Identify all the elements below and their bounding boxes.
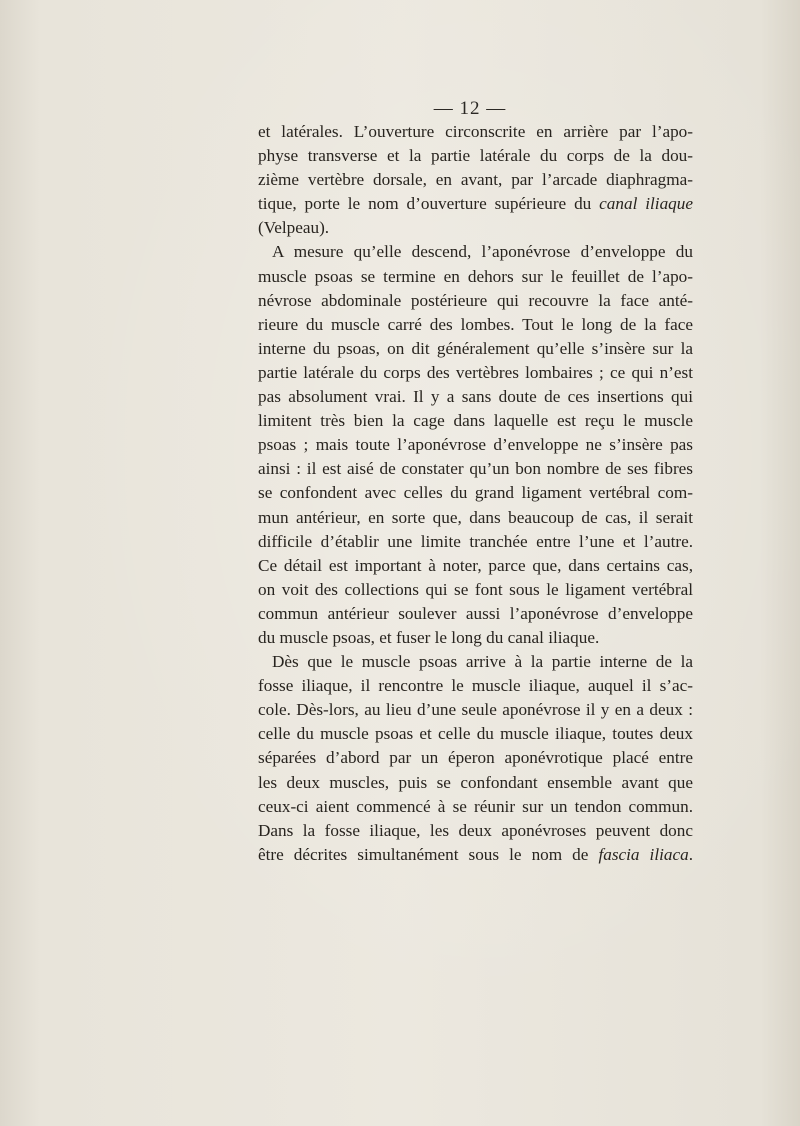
text-line: ceux-ci aient commencé à se réunir sur un tendon commun. <box>258 796 693 816</box>
text-line: partie latérale du corps des vertèbres lombaires ; ce qui n’est <box>258 362 693 382</box>
text-line: séparées d’abord par un éperon aponévrotique placé entre <box>258 748 693 768</box>
text-line: Dès que le muscle psoas arrive à la partie interne de la <box>272 652 693 672</box>
body-text <box>258 120 693 867</box>
text-line: se confondent avec celles du grand ligament vertébral com- <box>258 483 693 503</box>
text-line: on voit des collections qui se font sous le ligament vertébral <box>258 579 693 599</box>
text-line: interne du psoas, on dit généralement qu’elle s’insère sur la <box>258 338 693 358</box>
text-line: et latérales. L’ouverture circonscrite en arrière par l’apo- <box>258 122 693 141</box>
text-line: Dans la fosse iliaque, les deux aponévroses peuvent donc <box>258 820 693 840</box>
text-line: cole. Dès-lors, au lieu d’une seule aponévrose il y en a deux : <box>258 700 693 720</box>
paragraph <box>258 650 693 867</box>
text-run: . <box>688 844 693 864</box>
text-line: rieure du muscle carré des lombes. Tout le long de la face <box>258 314 693 334</box>
text-line: ainsi : il est aisé de constater qu’un bon nombre de ses fibres <box>258 459 693 479</box>
text-run: tique, porte le nom d’ouverture supérieure du <box>258 194 600 214</box>
italic-term: fascia iliaca <box>598 844 689 864</box>
text-line: zième vertèbre dorsale, en avant, par l’arcade diaphragma- <box>258 170 693 190</box>
page-number: — 12 — <box>433 98 507 119</box>
text-line: A mesure qu’elle descend, l’aponévrose d’enveloppe du <box>272 242 693 262</box>
text-line: pas absolument vrai. Il y a sans doute de ces insertions qui <box>258 387 693 407</box>
italic-term: canal iliaque <box>599 194 693 214</box>
text-line: les deux muscles, puis se confondant ensemble avant que <box>258 772 693 792</box>
text-line: psoas ; mais toute l’aponévrose d’enveloppe ne s’insère pas <box>258 435 693 455</box>
text-line: physe transverse et la partie latérale du corps de la dou- <box>258 146 693 166</box>
text-line: muscle psoas se termine en dehors sur le feuillet de l’apo- <box>258 266 693 286</box>
text-line: commun antérieur soulever aussi l’aponévrose d’enveloppe <box>258 603 693 623</box>
text-line: (Velpeau). <box>258 218 330 238</box>
paragraph <box>258 240 693 650</box>
text-line: du muscle psoas, et fuser le long du canal iliaque. <box>258 627 600 647</box>
text-line: fosse iliaque, il rencontre le muscle iliaque, auquel il s’ac- <box>258 676 693 696</box>
text-line <box>258 843 693 867</box>
text-line <box>258 192 693 216</box>
paragraph <box>258 120 693 240</box>
text-line: mun antérieur, en sorte que, dans beaucoup de cas, il serait <box>258 507 693 527</box>
text-line: névrose abdominale postérieure qui recouvre la face anté- <box>258 290 693 310</box>
text-line: difficile d’établir une limite tranchée entre l’une et l’autre. <box>258 531 693 551</box>
text-run: être décrites simultanément sous le nom de <box>258 844 599 864</box>
text-line: Ce détail est important à noter, parce que, dans certains cas, <box>258 555 693 575</box>
text-line: limitent très bien la cage dans laquelle est reçu le muscle <box>258 411 693 431</box>
text-line: celle du muscle psoas et celle du muscle iliaque, toutes deux <box>258 724 693 744</box>
